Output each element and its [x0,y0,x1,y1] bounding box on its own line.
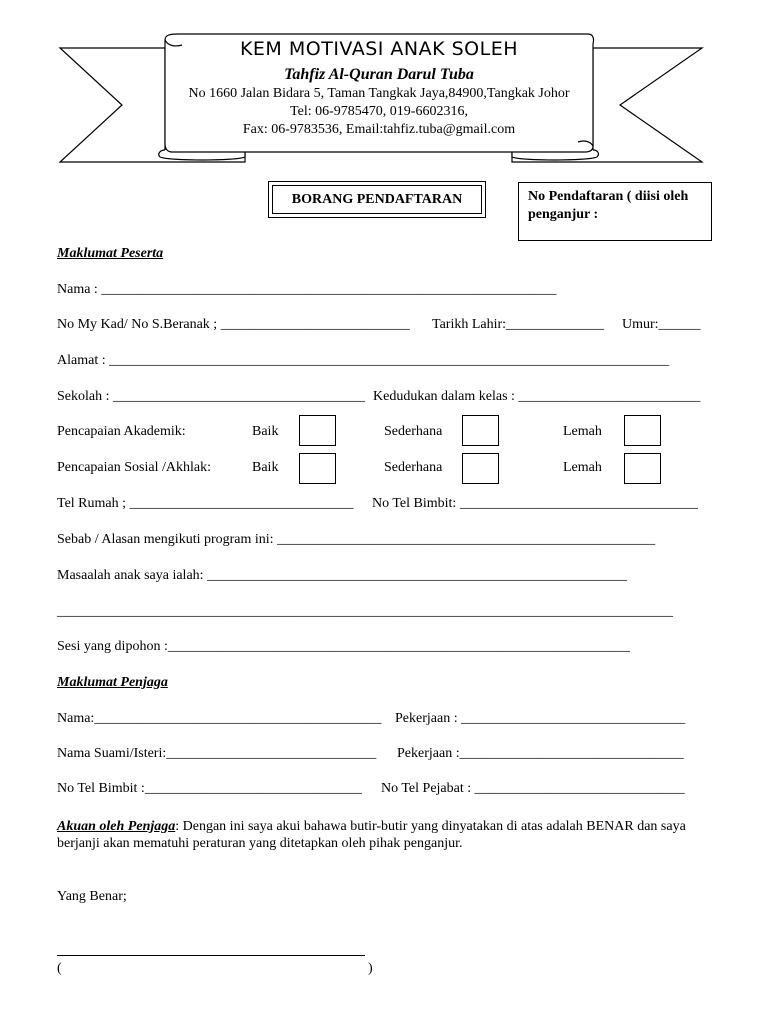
header-title: KEM MOTIVASI ANAK SOLEH [239,38,519,60]
field-spouse-occupation[interactable]: Pekerjaan :________________________________ [397,746,684,761]
checkbox-academic-weak[interactable] [624,415,661,446]
field-address[interactable]: Alamat : ________________________________________________________________________________ [57,353,670,368]
label-academic-good: Baik [252,424,279,439]
field-mykad[interactable]: No My Kad/ No S.Beranak ; ___________________________ [57,317,410,332]
checkbox-social-average[interactable] [462,453,499,484]
field-home-phone[interactable]: Tel Rumah ; ________________________________ [57,496,354,511]
name-paren-open: ( [57,961,62,976]
declaration-text: : Dengan ini saya akui bahawa butir-butir yang dinyatakan di atas adalah BENAR dan saya berjanji akan mematuhi peraturan yang ditetapkan oleh pihak penganjur. [57,819,686,851]
field-mobile-phone[interactable]: No Tel Bimbit: __________________________________ [372,496,698,511]
label-social-good: Baik [252,460,279,475]
field-age[interactable]: Umur:______ [622,317,701,332]
field-guardian-name[interactable]: Nama:_________________________________________ [57,711,382,726]
field-guardian-occupation[interactable]: Pekerjaan : ________________________________ [395,711,686,726]
field-problem[interactable]: Masaalah anak saya ialah: ____________________________________________________________ [57,568,628,583]
header-subtitle: Tahfiz Al-Quran Darul Tuba [284,66,474,83]
field-session[interactable]: Sesi yang dipohon :__________________________________________________________________ [57,639,630,654]
checkbox-social-weak[interactable] [624,453,661,484]
label-academic-weak: Lemah [563,424,602,439]
field-birth-date[interactable]: Tarikh Lahir:______________ [432,317,605,332]
field-guardian-mobile[interactable]: No Tel Bimbit :_______________________________ [57,781,362,796]
field-spouse-name[interactable]: Nama Suami/Isteri:______________________________ [57,746,377,761]
checkbox-academic-average[interactable] [462,415,499,446]
signature-line[interactable] [57,955,365,956]
field-school[interactable]: Sekolah : ____________________________________ [57,389,365,404]
label-academic-average: Sederhana [384,424,443,439]
checkbox-social-good[interactable] [299,453,336,484]
label-academic-achievement: Pencapaian Akademik: [57,424,186,439]
label-social-weak: Lemah [563,460,602,475]
header-address: No 1660 Jalan Bidara 5, Taman Tangkak Jaya,84900,Tangkak Johor [188,86,570,101]
field-guardian-office-phone[interactable]: No Tel Pejabat : ______________________________ [381,781,685,796]
field-participant-name[interactable]: Nama : _________________________________________________________________ [57,282,557,297]
declaration-heading: Akuan oleh Penjaga [57,819,176,834]
section-guardian-info: Maklumat Penjaga [57,675,168,690]
section-participant-info: Maklumat Peserta [57,246,164,261]
label-social-average: Sederhana [384,460,443,475]
header-fax-email: Fax: 06-9783536, Email:tahfiz.tuba@gmail.com [242,122,516,137]
field-problem-continued[interactable]: ________________________________________________________________________________________ [57,604,673,619]
label-social-achievement: Pencapaian Sosial /Akhlak: [57,460,211,475]
field-class-position[interactable]: Kedudukan dalam kelas : __________________________ [373,389,701,404]
header-telephone: Tel: 06-9785470, 019-6602316, [290,104,468,119]
checkbox-academic-good[interactable] [299,415,336,446]
form-title: BORANG PENDAFTARAN [272,185,482,214]
closing-text: Yang Benar; [57,889,127,904]
declaration [57,818,717,852]
form-title-box [268,181,486,218]
name-paren-close: ) [368,961,373,976]
registration-number-box[interactable]: No Pendaftaran ( diisi oleh penganjur : [518,182,712,241]
field-reason[interactable]: Sebab / Alasan mengikuti program ini: ______________________________________________________ [57,532,656,547]
